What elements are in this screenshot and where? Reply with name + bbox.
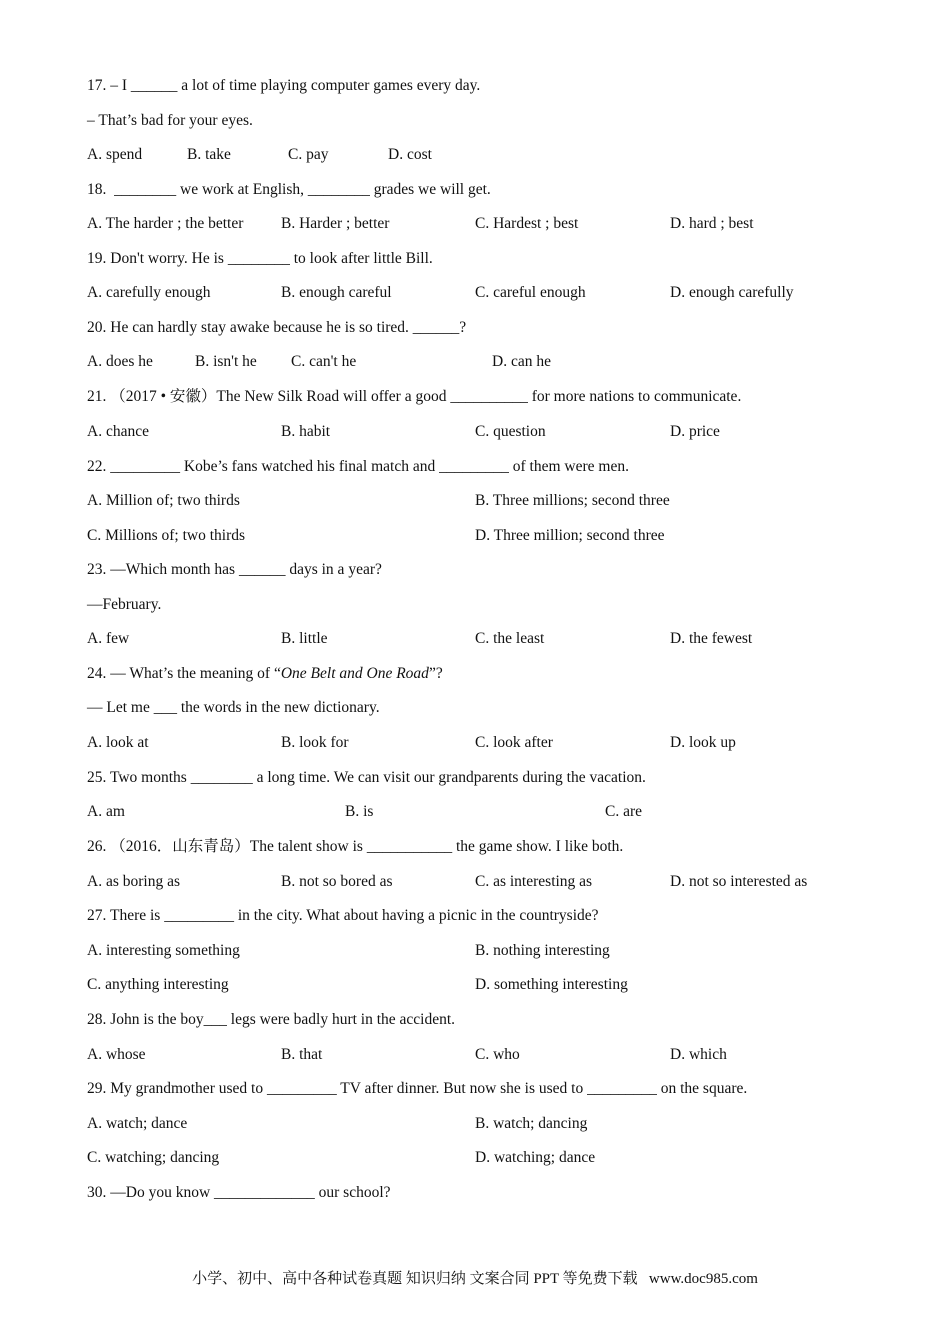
- question-18-option-d: D. hard ; best: [670, 215, 754, 232]
- question-29-option-c: C. watching; dancing: [87, 1149, 220, 1166]
- question-23-reply: —February.: [87, 596, 162, 613]
- question-21-option-d: D. price: [670, 423, 720, 440]
- question-17-option-c: C. pay: [288, 146, 329, 163]
- question-20-option-b: B. isn't he: [195, 353, 257, 370]
- question-19-stem: 19. Don't worry. He is ________ to look after little Bill.: [87, 250, 433, 267]
- question-17-option-b: B. take: [187, 146, 231, 163]
- question-20-option-c: C. can't he: [291, 353, 357, 370]
- question-23-option-d: D. the fewest: [670, 630, 753, 647]
- question-20-option-a: A. does he: [87, 353, 153, 370]
- question-24-option-c: C. look after: [475, 734, 553, 751]
- question-28-option-d: D. which: [670, 1046, 727, 1063]
- question-17-option-a: A. spend: [87, 146, 143, 163]
- question-20-option-d: D. can he: [492, 353, 551, 370]
- question-29-option-a: A. watch; dance: [87, 1115, 188, 1132]
- question-24-reply: — Let me ___ the words in the new dictionary.: [87, 699, 380, 716]
- question-29-stem: 29. My grandmother used to _________ TV after dinner. But now she is used to _________ on the square.: [87, 1080, 748, 1097]
- question-22-stem: 22. _________ Kobe’s fans watched his final match and _________ of them were men.: [87, 458, 629, 475]
- question-29-option-d: D. watching; dance: [475, 1149, 596, 1166]
- question-21-option-c: C. question: [475, 423, 546, 440]
- question-19-option-d: D. enough carefully: [670, 284, 794, 301]
- question-24-italic-phrase: One Belt and One Road: [280, 665, 429, 682]
- question-24-option-b: B. look for: [281, 734, 349, 751]
- question-24-option-a: A. look at: [87, 734, 149, 751]
- question-23-option-c: C. the least: [475, 630, 545, 647]
- question-18-option-c: C. Hardest ; best: [475, 215, 579, 232]
- question-25-option-b: B. is: [345, 803, 374, 820]
- question-24-stem: [87, 664, 443, 684]
- question-25-stem: 25. Two months ________ a long time. We can visit our grandparents during the vacation.: [87, 769, 646, 786]
- question-28-stem: 28. John is the boy___ legs were badly hurt in the accident.: [87, 1011, 456, 1028]
- question-24-stem-end: ”?: [428, 665, 443, 682]
- question-25-option-a: A. am: [87, 803, 125, 820]
- question-26-option-c: C. as interesting as: [475, 873, 593, 890]
- question-28-option-a: A. whose: [87, 1046, 146, 1063]
- question-22-option-b: B. Three millions; second three: [475, 492, 670, 509]
- question-17-reply: – That’s bad for your eyes.: [87, 112, 253, 129]
- question-19-option-c: C. careful enough: [475, 284, 586, 301]
- question-26-option-a: A. as boring as: [87, 873, 180, 890]
- question-17-stem: 17. – I ______ a lot of time playing computer games every day.: [87, 77, 481, 94]
- question-18-stem: 18. ________ we work at English, ________ grades we will get.: [87, 181, 491, 198]
- question-24-stem-start: 24. — What’s the meaning of “: [87, 665, 281, 682]
- question-23-option-a: A. few: [87, 630, 130, 647]
- page-footer: 小学、初中、高中各种试卷真题 知识归纳 文案合同 PPT 等免费下载 www.doc985.com: [192, 1271, 758, 1287]
- question-26-stem: 26. （2016．山东青岛）The talent show is ___________ the game show. I like both.: [87, 838, 624, 855]
- question-19-option-b: B. enough careful: [281, 284, 392, 301]
- question-23-option-b: B. little: [281, 630, 328, 647]
- question-29-option-b: B. watch; dancing: [475, 1115, 588, 1132]
- question-24-option-d: D. look up: [670, 734, 736, 751]
- question-27-stem: 27. There is _________ in the city. What about having a picnic in the countryside?: [87, 907, 599, 924]
- question-23-stem: 23. —Which month has ______ days in a year?: [87, 561, 382, 578]
- question-26-option-d: D. not so interested as: [670, 873, 808, 890]
- question-21-stem: 21. （2017 • 安徽）The New Silk Road will offer a good __________ for more nations to communicate.: [87, 388, 742, 405]
- question-20-stem: 20. He can hardly stay awake because he is so tired. ______?: [87, 319, 467, 336]
- question-26-option-b: B. not so bored as: [281, 873, 393, 890]
- question-17-option-d: D. cost: [388, 146, 432, 163]
- question-21-option-b: B. habit: [281, 423, 331, 440]
- question-22-option-d: D. Three million; second three: [475, 527, 665, 544]
- question-28-option-c: C. who: [475, 1046, 520, 1063]
- question-19-option-a: A. carefully enough: [87, 284, 211, 301]
- question-22-option-a: A. Million of; two thirds: [87, 492, 240, 509]
- question-18-option-b: B. Harder ; better: [281, 215, 390, 232]
- question-28-option-b: B. that: [281, 1046, 323, 1063]
- question-25-option-c: C. are: [605, 803, 643, 820]
- question-27-option-c: C. anything interesting: [87, 976, 229, 993]
- question-27-option-d: D. something interesting: [475, 976, 628, 993]
- question-27-option-b: B. nothing interesting: [475, 942, 610, 959]
- question-18-option-a: A. The harder ; the better: [87, 215, 244, 232]
- question-30-stem: 30. —Do you know _____________ our school?: [87, 1184, 391, 1201]
- question-22-option-c: C. Millions of; two thirds: [87, 527, 246, 544]
- question-21-option-a: A. chance: [87, 423, 149, 440]
- question-27-option-a: A. interesting something: [87, 942, 240, 959]
